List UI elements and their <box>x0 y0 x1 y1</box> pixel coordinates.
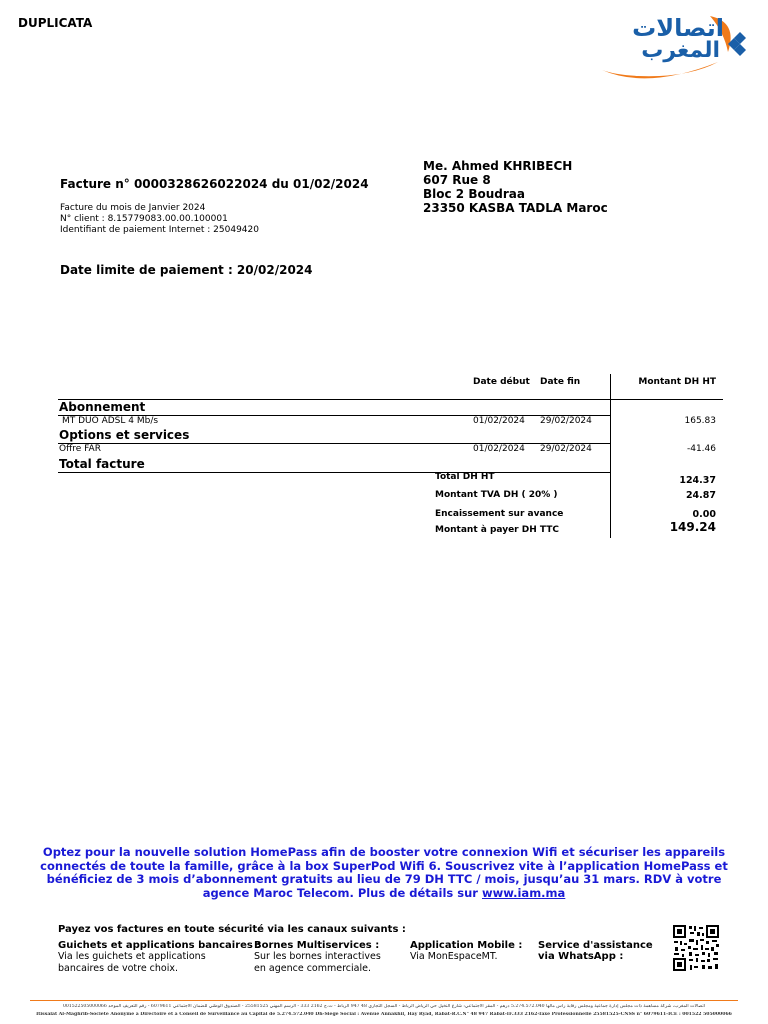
table-row-amount: 165.83 <box>684 416 716 426</box>
channel-text: Via les guichets et applications bancaires de votre choix. <box>58 951 206 974</box>
table-row-end: 29/02/2024 <box>540 416 592 426</box>
channel-text: via WhatsApp : <box>538 951 624 962</box>
channel-kiosk <box>254 940 394 974</box>
recipient-name: Me. Ahmed KHRIBECH <box>423 159 573 173</box>
recipient-line1: 607 Rue 8 <box>423 173 491 187</box>
channel-title: Service d'assistance <box>538 940 653 951</box>
legal-french: Itissalat Al-Maghrib-Société Anonyme à Directoire et à Conseil de Surveillance au Capital de 5.274.572.040 Dh-Siège Social : Avenue Annakhil, Hay Ryad, Rabat-R.C.N° 48 947 Rabat-IF.333 2162-Taxe Professionnelle 25581525-CNSS n° 6079611-ICE : 001522 505000066 <box>36 1012 732 1017</box>
promo-text: Optez pour la nouvelle solution HomePass afin de booster votre connexion Wifi et sécuriser les appareils connectés de toute la famille, grâce à la box SuperPod Wifi 6. Souscrivez vite à l’application HomePass et bénéficiez de 3 mois d’abonnement gratuits au lieu de 79 DH TTC / mois, jusqu’au 31 mars. RDV à votre agence Maroc Telecom. Plus de détails sur <box>40 845 728 900</box>
channel-title: Guichets et applications bancaires : <box>58 940 261 951</box>
payment-deadline: Date limite de paiement : 20/02/2024 <box>60 263 313 277</box>
table-row-label: Offre FAR <box>59 444 101 454</box>
advance-label: Encaissement sur avance <box>435 509 564 519</box>
tva-label: Montant TVA DH ( 20% ) <box>435 490 558 500</box>
column-date-start: Date début <box>473 377 530 387</box>
client-number: N° client : 8.15779083.00.00.100001 <box>60 214 228 224</box>
channel-mobile-app <box>410 940 530 963</box>
channel-whatsapp <box>538 940 658 962</box>
table-row-start: 01/02/2024 <box>473 416 525 426</box>
qr-code[interactable] <box>672 924 720 972</box>
tva-value: 24.87 <box>685 490 716 501</box>
table-column-divider <box>610 374 611 538</box>
recipient-address <box>423 159 608 215</box>
advance-value: 0.00 <box>692 509 716 520</box>
maroc-telecom-logo <box>598 12 750 82</box>
channels-heading: Payez vos factures en toute sécurité via les canaux suivants : <box>58 924 406 935</box>
section-title-abonnement: Abonnement <box>59 400 146 414</box>
invoice-title: Facture n° 0000328626022024 du 01/02/2024 <box>60 177 369 191</box>
recipient-line2: Bloc 2 Boudraa <box>423 187 525 201</box>
total-facture-title: Total facture <box>59 457 145 471</box>
invoice-month: Facture du mois de Janvier 2024 <box>60 203 206 213</box>
section-divider <box>58 443 610 444</box>
channel-bank <box>58 940 261 974</box>
total-ht-value: 124.37 <box>679 475 716 486</box>
logo-text-line1: اتصالات <box>632 14 724 42</box>
channel-text: Via MonEspaceMT. <box>410 951 498 962</box>
channel-title: Application Mobile : <box>410 940 523 951</box>
column-date-end: Date fin <box>540 377 581 387</box>
promo-link[interactable]: www.iam.ma <box>481 885 566 900</box>
logo-text-line2: المغرب <box>641 38 720 63</box>
legal-arabic: اتصالات المغرب، شركة مساهمة ذات مجلس إدارة جماعية ومجلس رقابة رأس مالها 5.274.572.040 درهم - المقر الاجتماعي: شارع النخيل حي الرياض الرباط - السجل التجاري 48 947 الرباط - ت.ج 2162 333 - الرسم المهني 25581525 - الصندوق الوطني للضمان الاجتماعي 6079611 - رقم التعريف الموحد 001522505000066 <box>62 1004 706 1009</box>
section-title-options: Options et services <box>59 428 190 442</box>
table-row-label: MT DUO ADSL 4 Mb/s <box>62 416 159 426</box>
recipient-line3: 23350 KASBA TADLA Maroc <box>423 201 608 215</box>
total-divider <box>58 472 610 473</box>
table-row-start: 01/02/2024 <box>473 444 525 454</box>
amount-due-label: Montant à payer DH TTC <box>435 525 559 535</box>
table-header-divider <box>58 399 723 400</box>
total-ht-label: Total DH HT <box>435 472 495 482</box>
duplicata-label: DUPLICATA <box>18 16 93 30</box>
table-row-end: 29/02/2024 <box>540 444 592 454</box>
channel-text: Sur les bornes interactives en agence commerciale. <box>254 951 381 974</box>
qr-code-graphic <box>672 924 720 972</box>
homepass-promo <box>40 846 728 900</box>
amount-due-value: 149.24 <box>669 520 716 534</box>
table-row-amount: -41.46 <box>686 444 716 454</box>
column-amount: Montant DH HT <box>638 377 716 387</box>
footer-divider <box>30 1000 738 1001</box>
payment-id: Identifiant de paiement Internet : 25049420 <box>60 225 259 235</box>
channel-title: Bornes Multiservices : <box>254 940 380 951</box>
